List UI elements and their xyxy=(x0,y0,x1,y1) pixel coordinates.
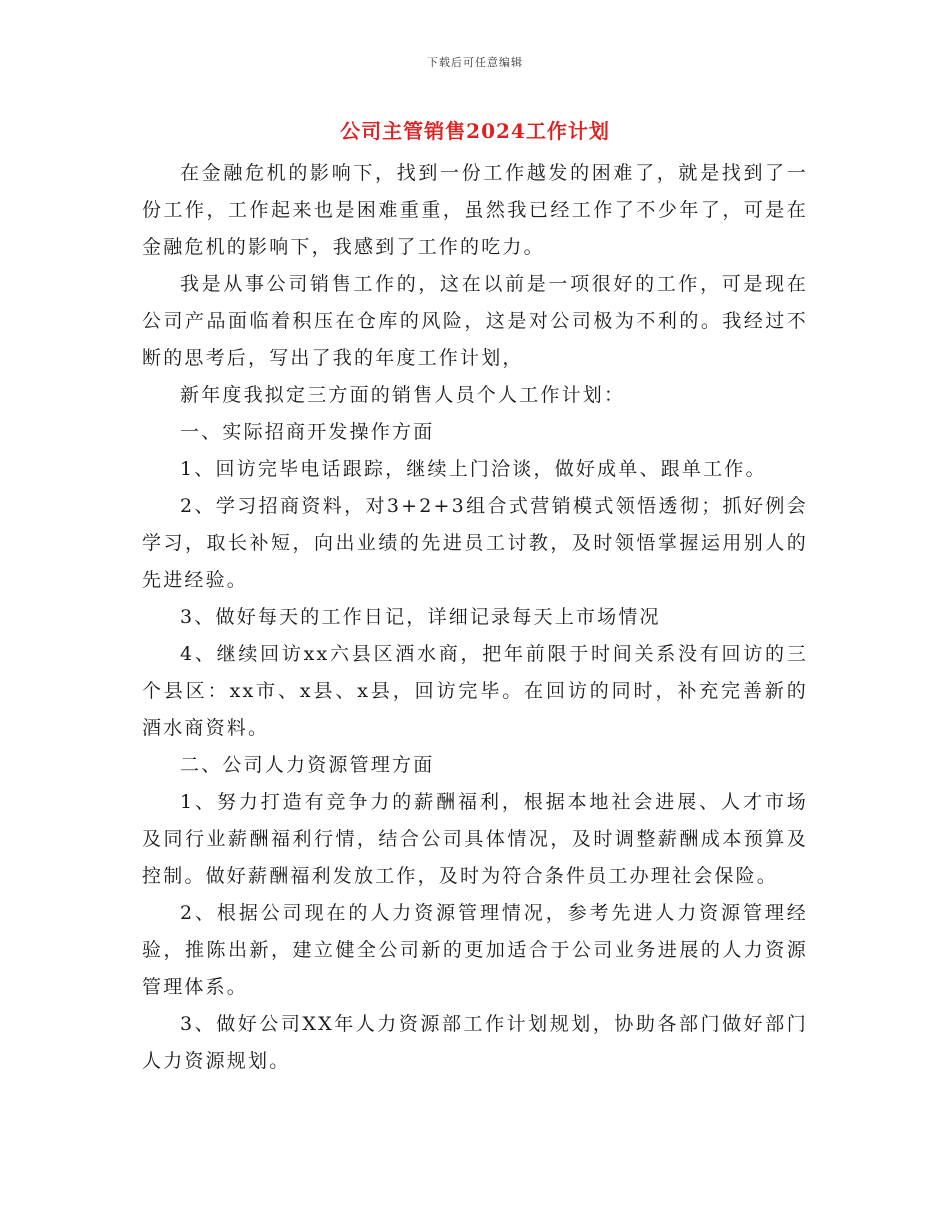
list-item-1-1: 1、回访完毕电话跟踪，继续上门洽谈，做好成单、跟单工作。 xyxy=(180,458,767,480)
list-item-2-1: 1、努力打造有竞争力的薪酬福利，根据本地社会进展、人才市场及同行业薪酬福利行情，结合公司具体情况，及时调整薪酬成本预算及控制。做好薪酬福利发放工作，及时为符合条件员工办理社会保险。 xyxy=(142,791,808,887)
paragraph-intro-2: 我是从事公司销售工作的，这在以前是一项很好的工作，可是现在公司产品面临着积压在仓库的风险，这是对公司极为不利的。我经过不断的思考后，写出了我的年度工作计划， xyxy=(142,273,808,369)
paragraph-intro-1: 在金融危机的影响下，找到一份工作越发的困难了，就是找到了一份工作，工作起来也是困难重重，虽然我已经工作了不少年了，可是在金融危机的影响下，我感到了工作的吃力。 xyxy=(142,162,808,258)
list-item-1-2: 2、学习招商资料，对3+2+3组合式营销模式领悟透彻；抓好例会学习，取长补短，向出业绩的先进员工讨教，及时领悟掌握运用别人的先进经验。 xyxy=(142,495,808,591)
section-heading-2: 二、公司人力资源管理方面 xyxy=(180,754,435,776)
document-body xyxy=(142,155,808,1080)
list-item-1-3: 3、做好每天的工作日记，详细记录每天上市场情况 xyxy=(180,606,661,628)
header-note: 下载后可任意编辑 xyxy=(427,56,523,69)
list-item-2-2: 2、根据公司现在的人力资源管理情况，参考先进人力资源管理经验，推陈出新，建立健全公司新的更加适合于公司业务进展的人力资源管理体系。 xyxy=(142,902,808,998)
list-item-2-3: 3、做好公司XX年人力资源部工作计划规划，协助各部门做好部门人力资源规划。 xyxy=(142,1013,808,1072)
list-item-1-4: 4、继续回访xx六县区酒水商，把年前限于时间关系没有回访的三个县区：xx市、x县、x县，回访完毕。在回访的同时，补充完善新的酒水商资料。 xyxy=(142,643,808,739)
document-title: 公司主管销售2024工作计划 xyxy=(340,119,610,143)
section-heading-1: 一、实际招商开发操作方面 xyxy=(180,421,435,443)
paragraph-plan-intro: 新年度我拟定三方面的销售人员个人工作计划： xyxy=(180,384,626,406)
